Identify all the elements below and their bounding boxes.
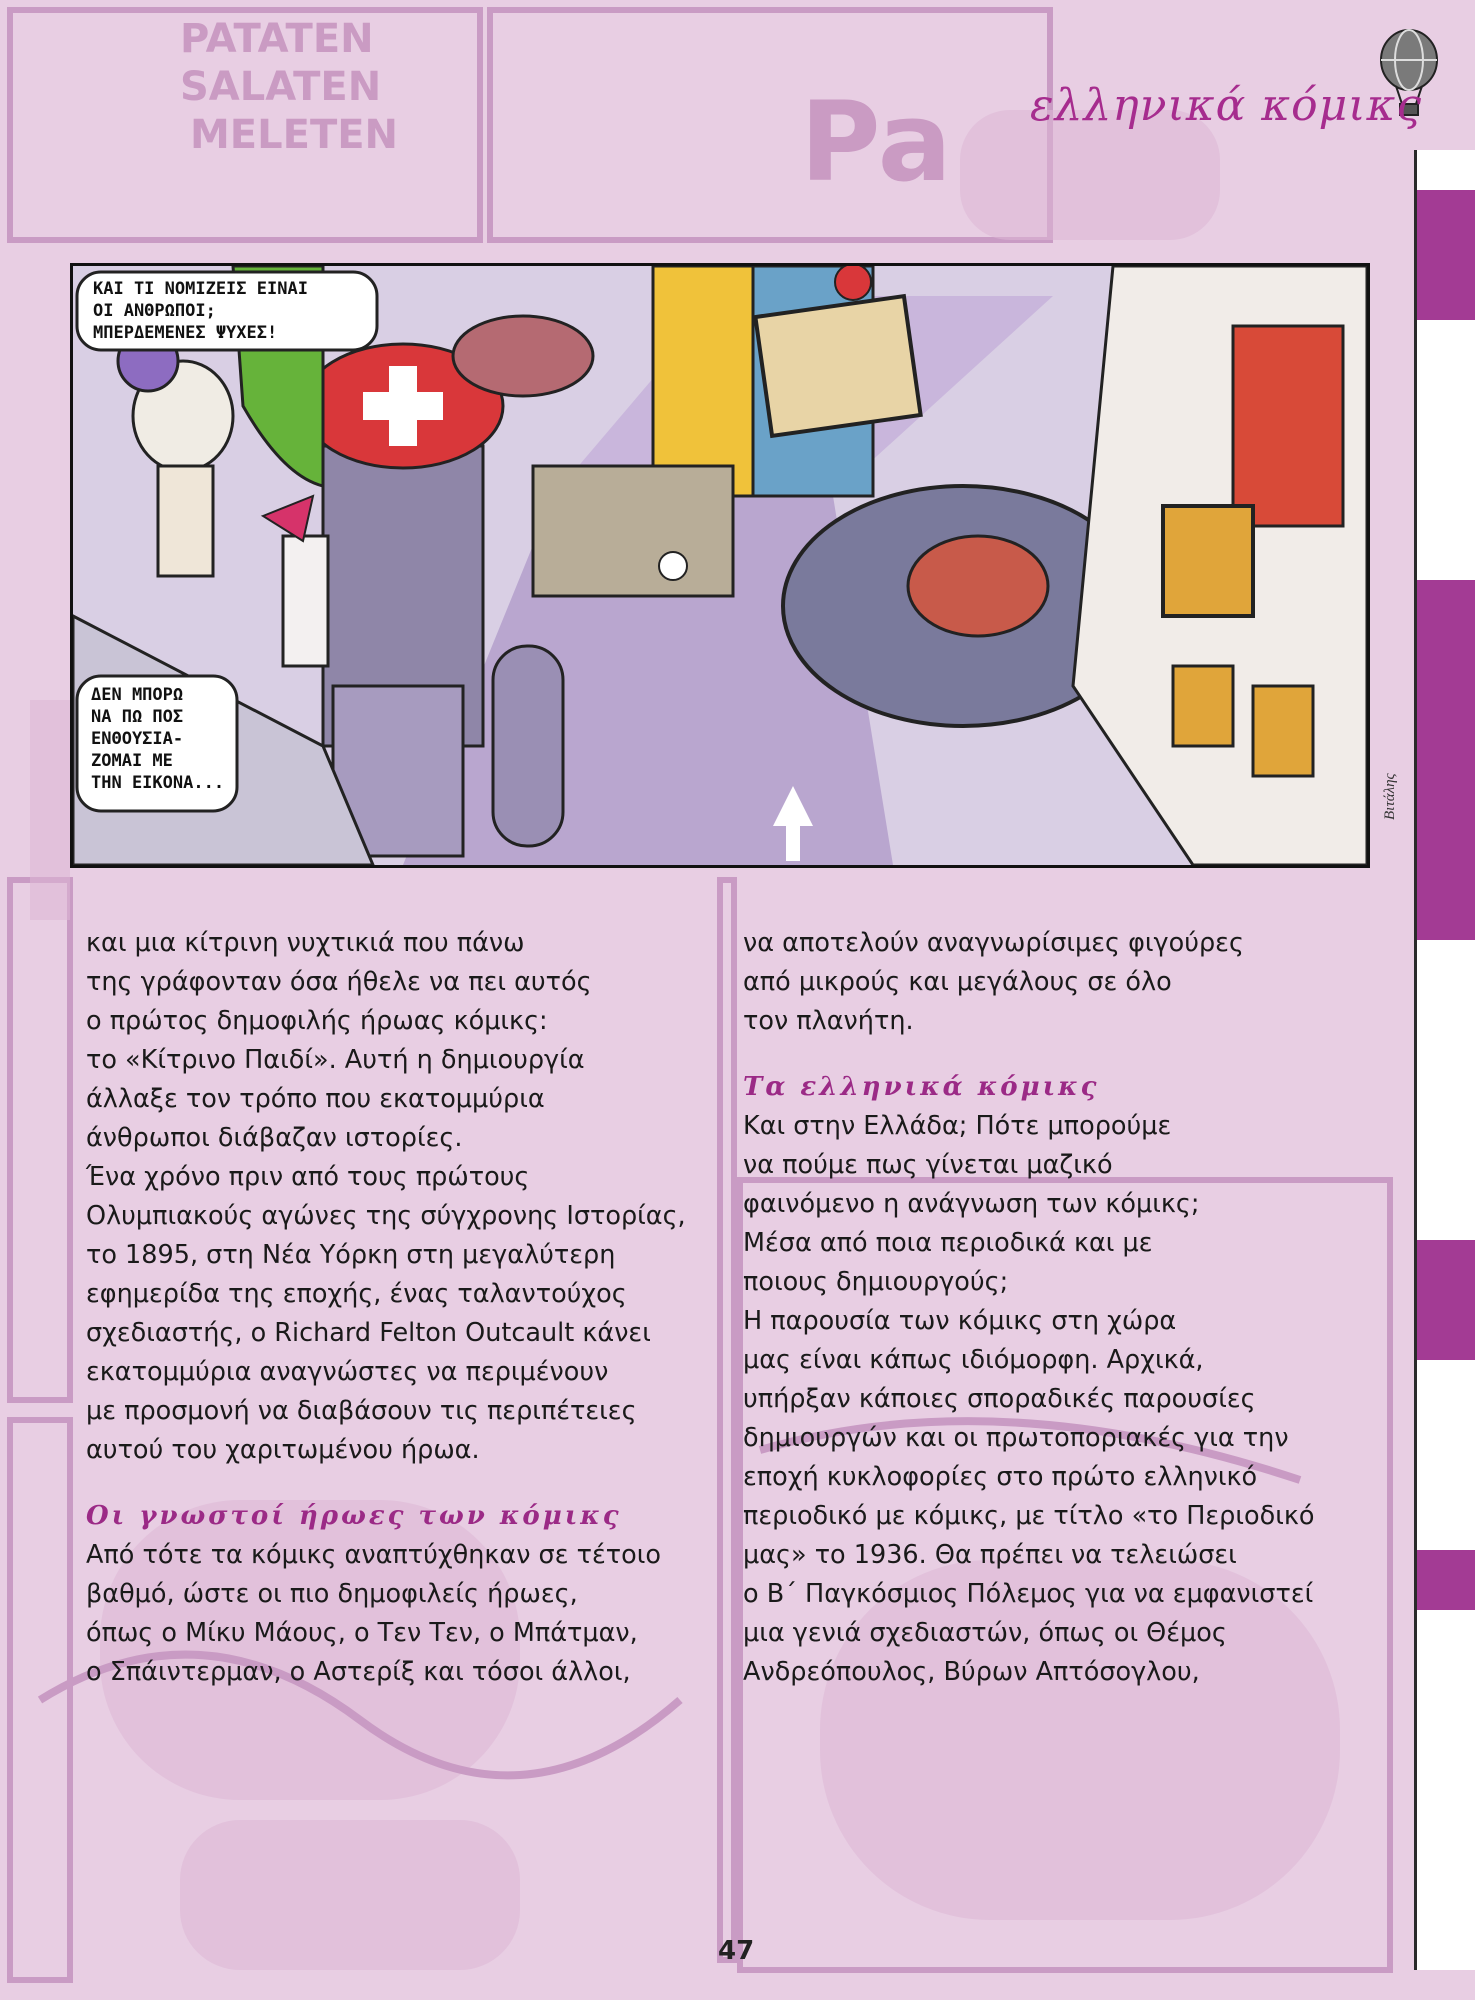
section-title: ελληνικά κόμικς bbox=[1030, 80, 1422, 131]
city-scene-drawing bbox=[73, 266, 1367, 865]
background-lettering: Pa bbox=[800, 78, 952, 206]
background-lettering: SALATEN bbox=[180, 64, 382, 110]
paragraph: Και στην Ελλάδα; Πότε μπορούμε να πούμε πως γίνεται μαζικό φαινόμενο η ανάγνωση των κόμικς; Μέσα από ποια περιοδικά και με ποιους δημιουργούς; bbox=[743, 1111, 1200, 1297]
left-text-column bbox=[86, 924, 716, 1692]
subheading-greek-comics: Τα ελληνικά κόμικς bbox=[743, 1072, 1100, 1102]
illustration-credit: Βιτάλης bbox=[1382, 773, 1398, 820]
page-number: 47 bbox=[718, 1936, 755, 1966]
background-lettering: MELETEN bbox=[190, 112, 399, 158]
paragraph: Η παρουσία των κόμικς στη χώρα μας είναι κάπως ιδιόμορφη. Αρχικά, υπήρξαν κάποιες σποραδικές παρουσίες δημιουργών και οι πρωτοποριακές για την εποχή κυκλοφορίες στο πρώτο ελληνικό περιοδικό με κόμικς, με τίτλο «το Περιοδικό μας» το 1936. Θα πρέπει να τελειώσει ο Β΄ Παγκόσμιος Πόλεμος για να εμφανιστεί μια γενιά σχεδιαστών, όπως οι Θέμος Ανδρεόπουλος, Βύρων Απτόσογλου, bbox=[743, 1306, 1315, 1687]
background-lettering: PATATEN bbox=[180, 16, 374, 62]
paragraph: να αποτελούν αναγνωρίσιμες φιγούρες από μικρούς και μεγάλους σε όλο τον πλανήτη. bbox=[743, 928, 1244, 1036]
paragraph: Από τότε τα κόμικς αναπτύχθηκαν σε τέτοιο βαθμό, ώστε οι πιο δημοφιλείς ήρωες, όπως ο Μίκυ Μάους, ο Τεν Τεν, ο Μπάτμαν, ο Σπάιντερμαν, ο Αστερίξ και τόσοι άλλοι, bbox=[86, 1540, 661, 1687]
right-text-column bbox=[743, 924, 1383, 1692]
speech-bubble-bottom: ΔΕΝ ΜΠΟΡΩ ΝΑ ΠΩ ΠΟΣ ΕΝΘΟΥΣΙΑ- ΖΟΜΑΙ ΜΕ ΤΗΝ ΕΙΚΟΝΑ... bbox=[91, 685, 225, 793]
subheading-known-heroes: Οι γνωστοί ήρωες των κόμικς bbox=[86, 1501, 622, 1531]
edge-comic-strip bbox=[1414, 150, 1475, 1970]
speech-bubble-top: ΚΑΙ ΤΙ ΝΟΜΙΖΕΙΣ ΕΙΝΑΙ ΟΙ ΑΝΘΡΩΠΟΙ; ΜΠΕΡΔΕΜΕΝΕΣ ΨΥΧΕΣ! bbox=[93, 279, 308, 343]
paragraph: Ένα χρόνο πριν από τους πρώτους Ολυμπιακούς αγώνες της σύγχρονης Ιστορίας, το 1895, στη Νέα Υόρκη στη μεγαλύτερη εφημερίδα της εποχής, ένας ταλαντούχος σχεδιαστής, ο Richard Felton Outcault κάνει εκατομμύρια αναγνώστες να περιμένουν με προσμονή να διαβάσουν τις περιπέτειες αυτού του χαριτωμένου ήρωα. bbox=[86, 1162, 686, 1465]
paragraph: και μια κίτρινη νυχτικιά που πάνω της γράφονταν όσα ήθελε να πει αυτός ο πρώτος δημοφιλής ήρωας κόμικς: το «Κίτρινο Παιδί». Αυτή η δημιουργία άλλαξε τον τρόπο που εκατομμύρια άνθρωποι διάβαζαν ιστορίες. bbox=[86, 928, 592, 1153]
comic-illustration bbox=[70, 263, 1370, 868]
